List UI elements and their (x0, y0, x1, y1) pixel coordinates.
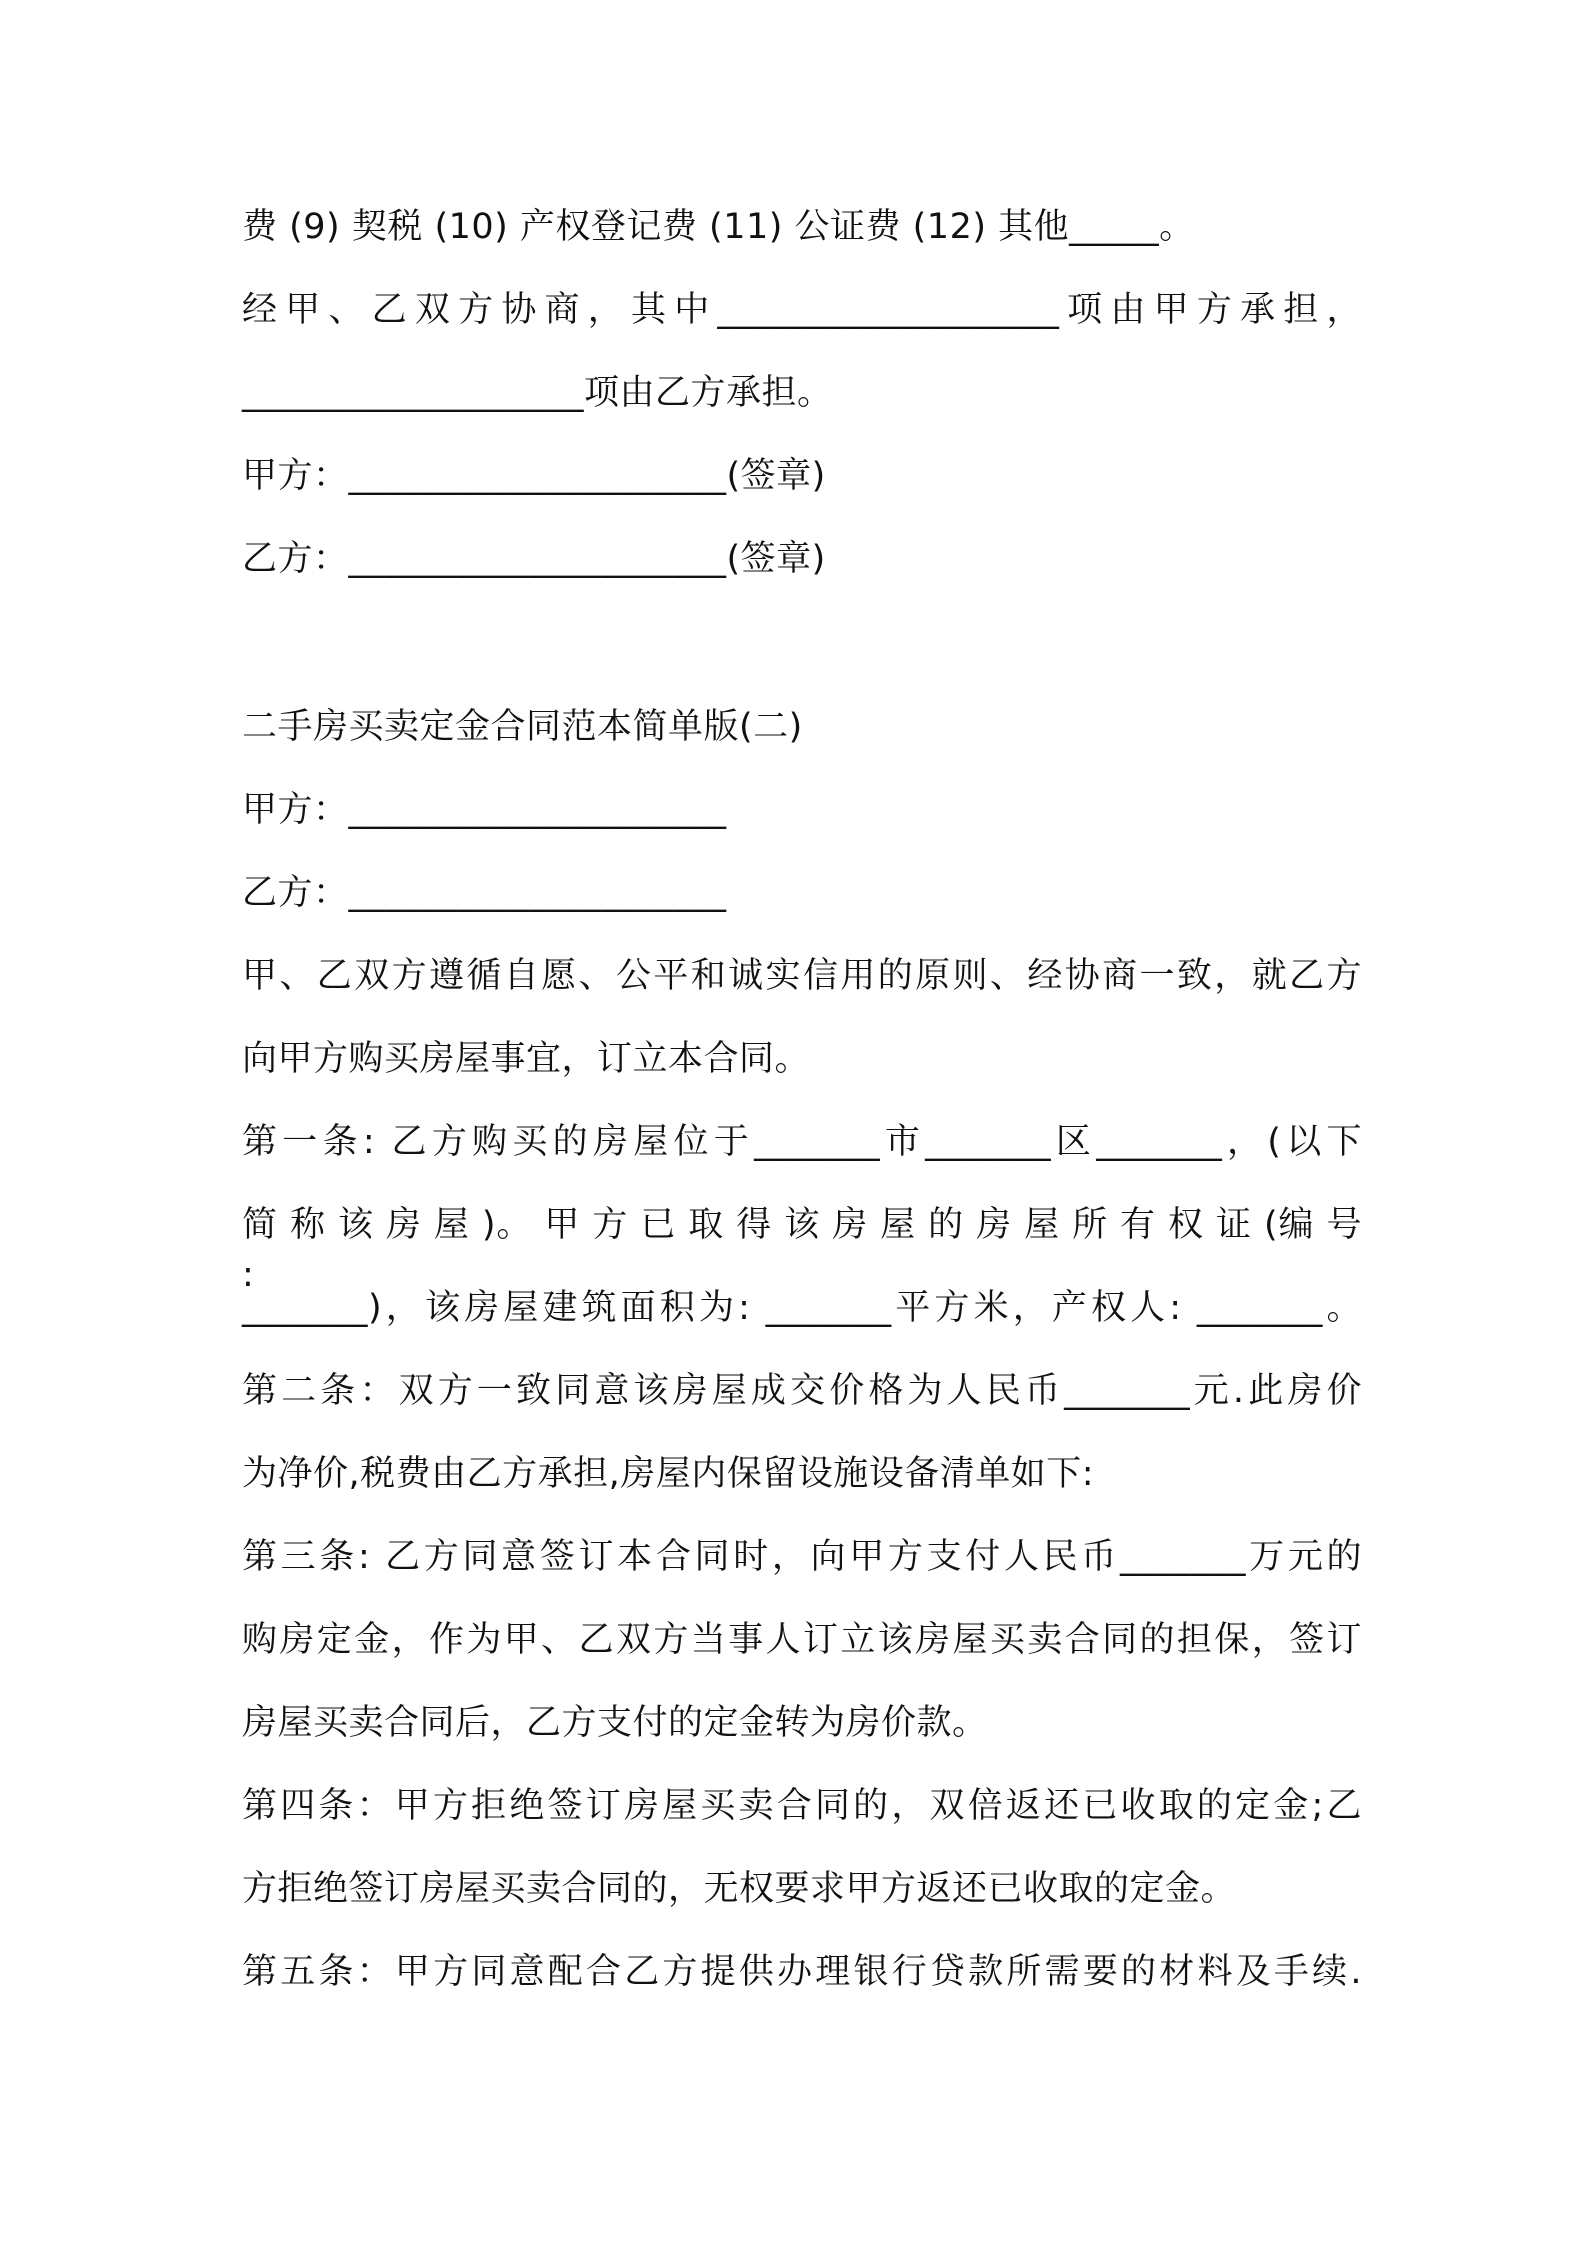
article-2-line-2: 为净价,税费由乙方承担,房屋内保留设施设备清单如下: (242, 1454, 1095, 1494)
article-3-line-2: 购房定金，作为甲、乙双方当事人订立该房屋买卖合同的担保，签订 (242, 1620, 1362, 1660)
contract-title: 二手房买卖定金合同范本简单版(二) (242, 707, 803, 747)
article-3-line-3: 房屋买卖合同后，乙方支付的定金转为房价款。 (242, 1703, 988, 1743)
fees-line-end: 费 (9) 契税 (10) 产权登记费 (11) 公证费 (12) 其他_____。 (242, 207, 1195, 247)
article-1-line-1: 第一条: 乙方购买的房屋位于_______市_______区_______，(以下 (242, 1122, 1362, 1162)
article-3-line-1: 第三条: 乙方同意签订本合同时，向甲方支付人民币_______万元的 (242, 1537, 1362, 1577)
fees-allocation-line: 经甲、乙双方协商，其中___________________项由甲方承担， (242, 290, 1362, 330)
party-b-line: 乙方：_____________________ (242, 873, 727, 913)
party-a-line: 甲方：_____________________ (242, 790, 727, 830)
party-a-signature-line: 甲方：_____________________(签章) (242, 456, 826, 496)
article-2-line-1: 第二条：双方一致同意该房屋成交价格为人民币_______元.此房价 (242, 1371, 1362, 1411)
article-5-line-1: 第五条：甲方同意配合乙方提供办理银行贷款所需要的材料及手续. (242, 1952, 1362, 1992)
preamble-line-2: 向甲方购买房屋事宜，订立本合同。 (242, 1039, 811, 1079)
fees-allocation-line-cont: ___________________项由乙方承担。 (242, 373, 833, 413)
preamble-line-1: 甲、乙双方遵循自愿、公平和诚实信用的原则、经协商一致，就乙方 (242, 956, 1362, 996)
article-4-line-2: 方拒绝签订房屋买卖合同的，无权要求甲方返还已收取的定金。 (242, 1869, 1237, 1909)
article-1-line-2: 简 称 该 房 屋 )。 甲 方 已 取 得 该 房 屋 的 房 屋 所 有 权 证 (编 号 : (242, 1205, 1362, 1295)
party-b-signature-line: 乙方：_____________________(签章) (242, 539, 826, 579)
article-4-line-1: 第四条：甲方拒绝签订房屋买卖合同的，双倍返还已收取的定金;乙 (242, 1786, 1362, 1826)
article-1-line-3: _______)，该房屋建筑面积为: _______平方米，产权人: _______。 (242, 1288, 1362, 1328)
